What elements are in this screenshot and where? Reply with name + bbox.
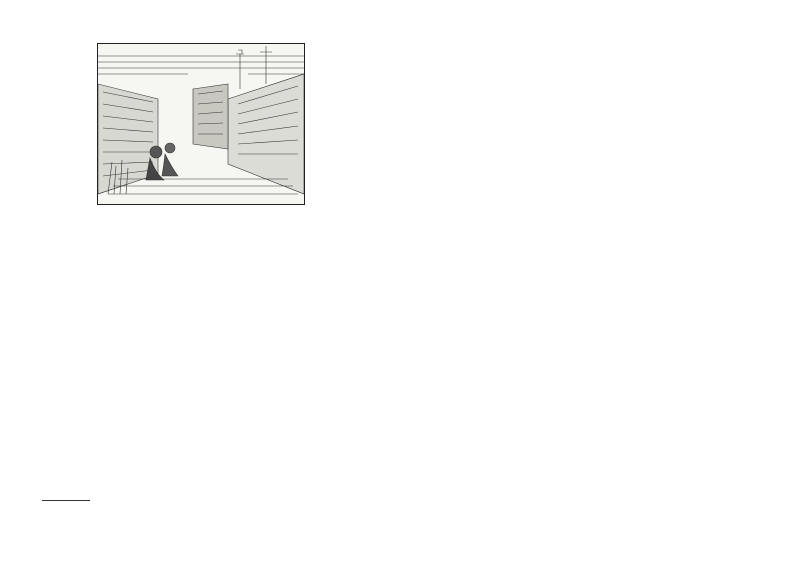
text-line: [62, 289, 358, 310]
text-line: [42, 377, 358, 398]
text-line: [432, 96, 770, 117]
chapter-illustration: [97, 43, 305, 205]
text-line: [432, 54, 770, 75]
text-line: [42, 310, 358, 331]
canal-lock-engraving: [98, 44, 304, 204]
text-line: [62, 356, 358, 377]
text-line: [432, 33, 770, 54]
text-line-with-footnote: [42, 440, 358, 461]
footnote-rule: [42, 500, 90, 501]
text-line: [42, 461, 358, 482]
text-line: [42, 331, 358, 352]
text-line: [432, 75, 770, 96]
text-line: [42, 419, 358, 440]
text-line: [42, 398, 358, 419]
